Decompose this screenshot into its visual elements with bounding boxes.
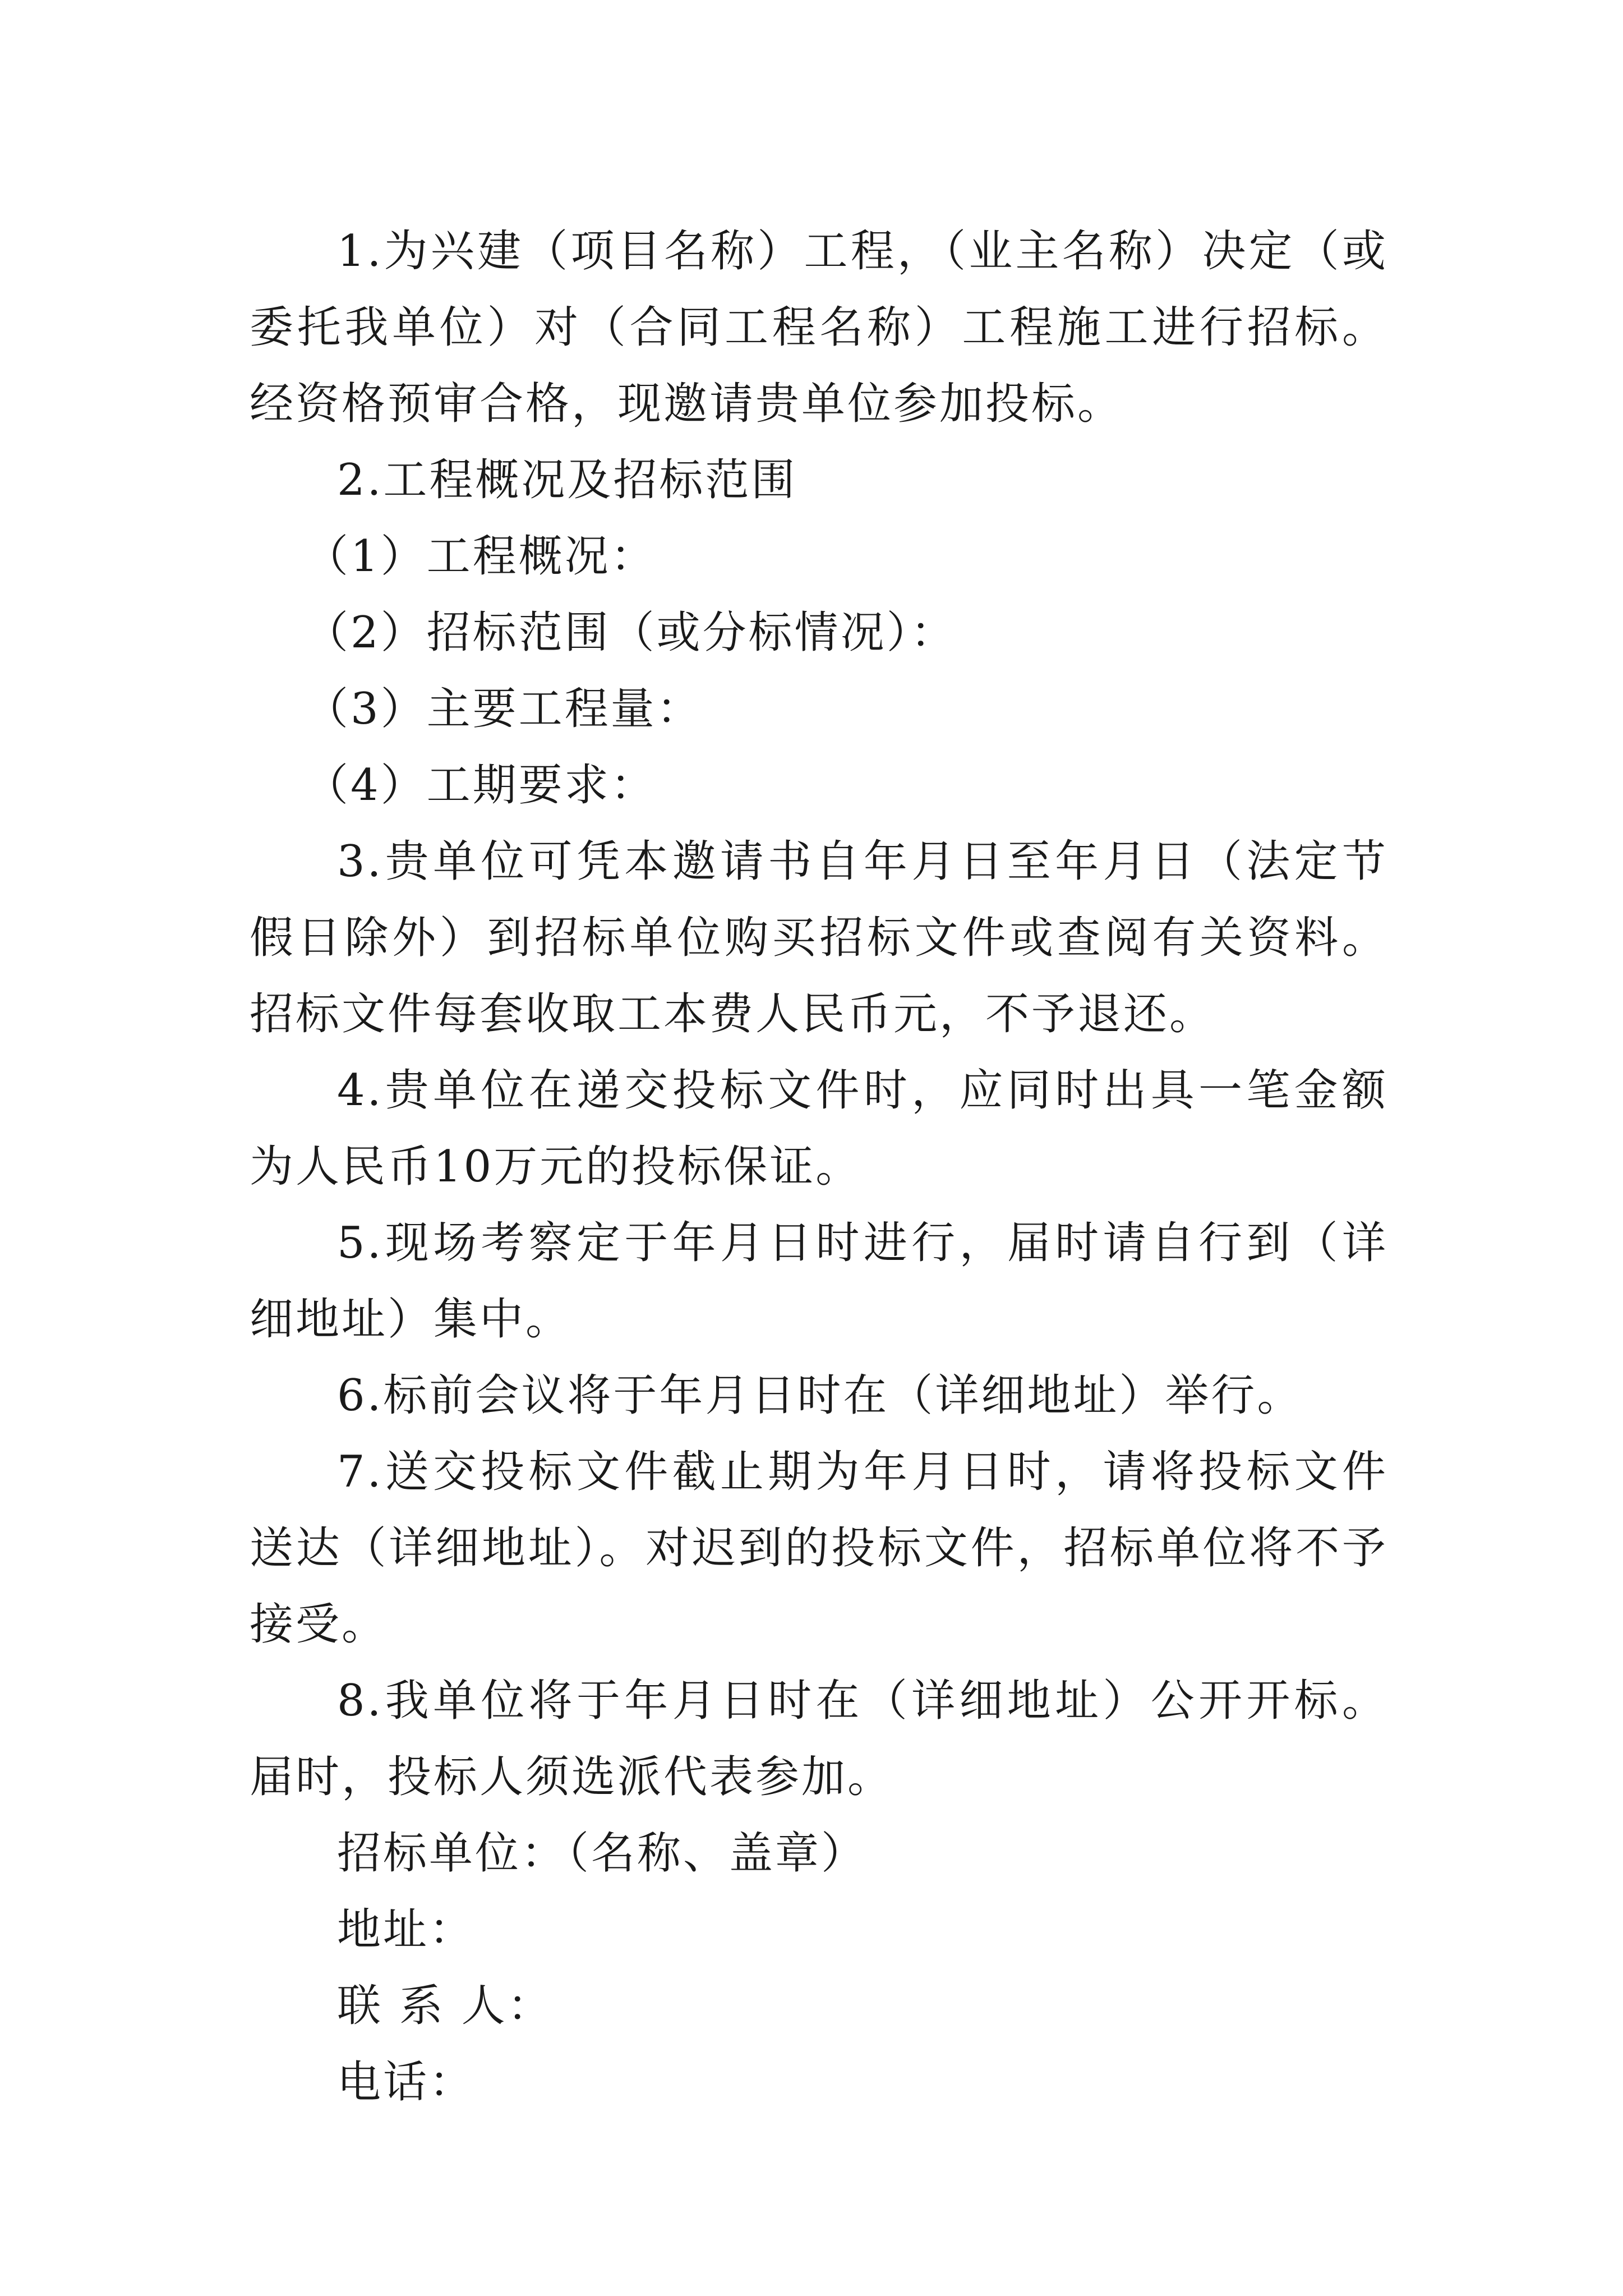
paragraph-5: 5.现场考察定于年月日时进行，届时请自行到（详细地址）集中。: [250, 1218, 1388, 1345]
paragraph-1: 1.为兴建（项目名称）工程，（业主名称）决定（或委托我单位）对（合同工程名称）工程施工进行招标。经资格预审合格，现邀请贵单位参加投标。: [250, 226, 1388, 429]
signature-address: 地址：: [337, 1904, 476, 1955]
paragraph-8: 8.我单位将于年月日时在（详细地址）公开开标。届时，投标人须选派代表参加。: [250, 1676, 1388, 1802]
signature-unit: 招标单位：（名称、盖章）: [337, 1828, 868, 1879]
signature-phone: 电话：: [337, 2057, 476, 2108]
sub-item-4: （4）工期要求：: [305, 760, 657, 811]
paragraph-3: 3.贵单位可凭本邀请书自年月日至年月日（法定节假日除外）到招标单位购买招标文件或查阅有关资料。招标文件每套收取工本费人民币元，不予退还。: [250, 836, 1388, 1039]
document-body: [250, 213, 1388, 2120]
paragraph-6: 6.标前会议将于年月日时在（详细地址）举行。: [337, 1370, 1303, 1421]
paragraph-2: 2.工程概况及招标范围: [337, 455, 797, 505]
signature-contact: 联 系 人：: [337, 1981, 554, 2031]
paragraph-7: 7.送交投标文件截止期为年月日时，请将投标文件送达（详细地址）。对迟到的投标文件，招标单位将不予接受。: [250, 1447, 1388, 1650]
paragraph-4: 4.贵单位在递交投标文件时，应同时出具一笔金额为人民币10万元的投标保证。: [250, 1065, 1388, 1192]
sub-item-2: （2）招标范围（或分标情况）：: [305, 608, 957, 658]
sub-item-3: （3）主要工程量：: [305, 684, 703, 734]
sub-item-1: （1）工程概况：: [305, 531, 657, 582]
